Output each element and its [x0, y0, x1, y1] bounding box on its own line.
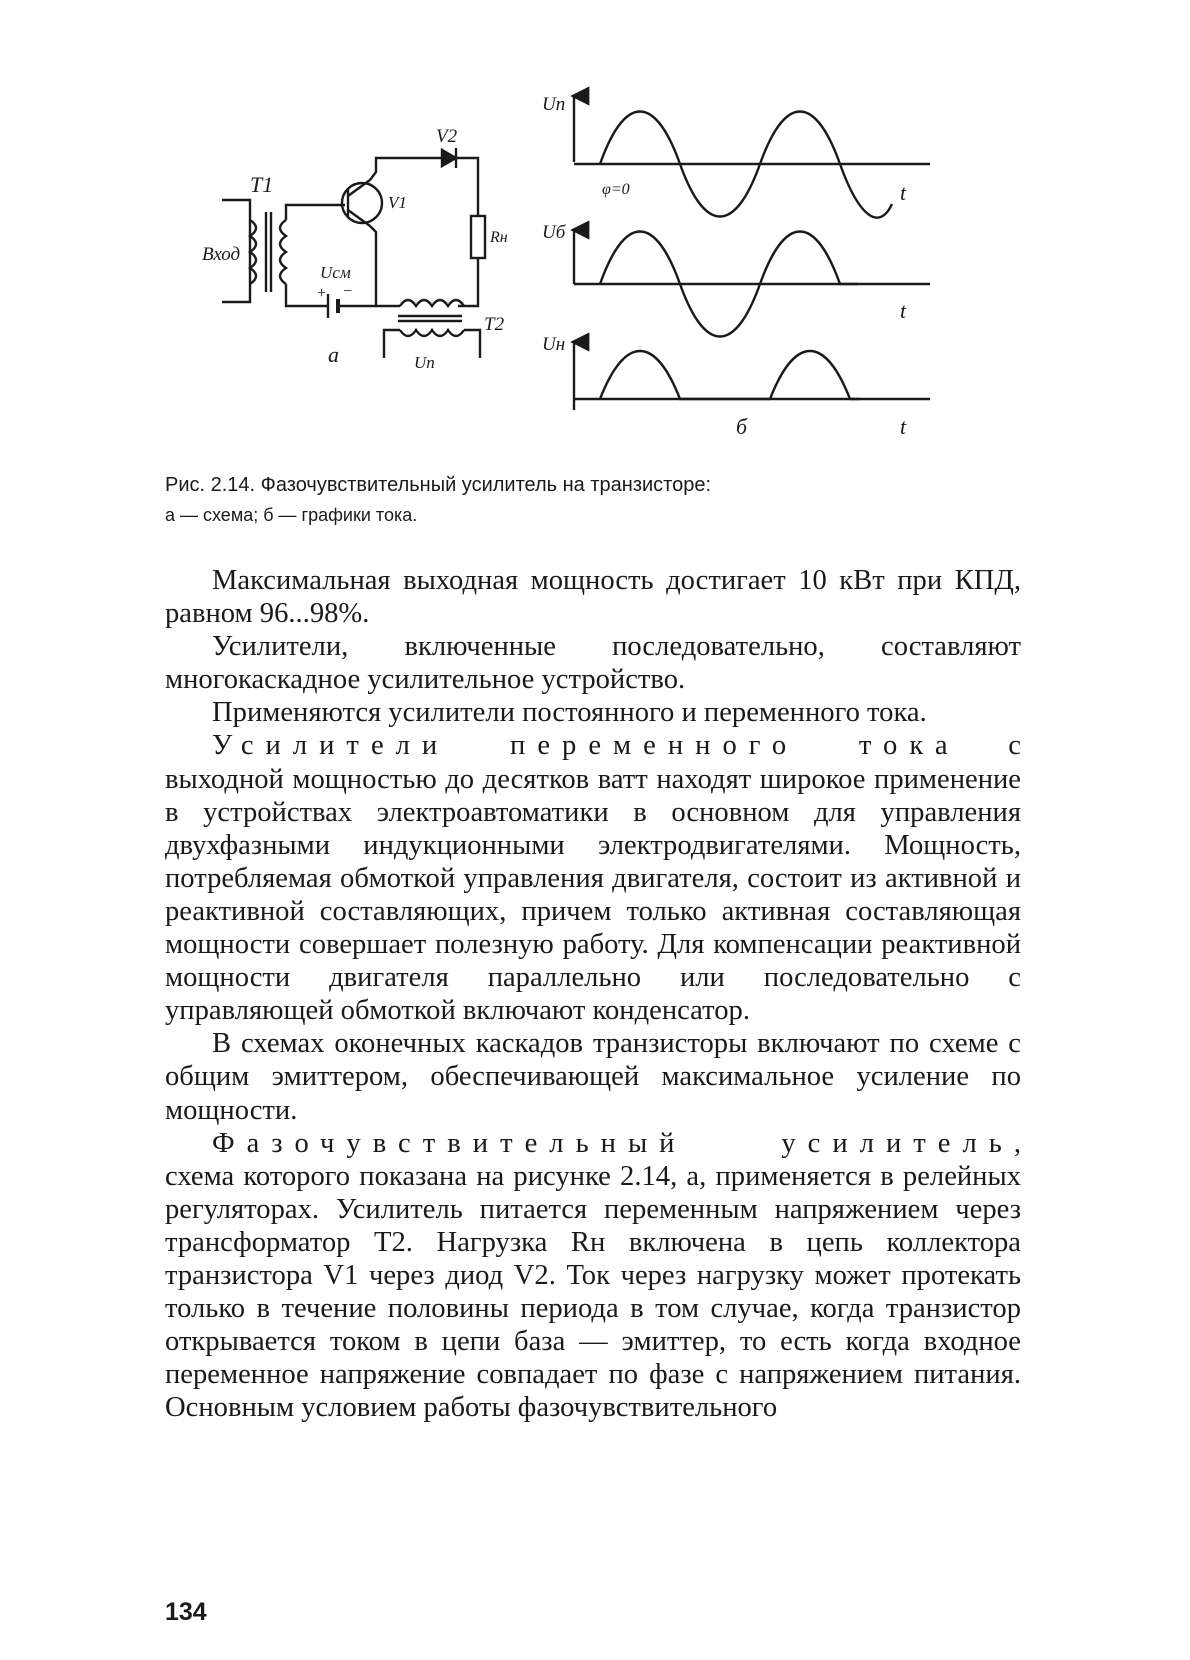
- rn-label: Rн: [490, 229, 508, 246]
- t2-lead-left: [384, 330, 400, 358]
- waveform-graphs: [542, 94, 930, 439]
- collector-wire: [370, 158, 442, 180]
- ucm-label: Uсм: [320, 263, 351, 282]
- ub-t-label: t: [900, 298, 907, 323]
- caption-line-2: а — схема; б — графики тока.: [165, 505, 418, 525]
- paragraph-6-text: , схема которого показана на рисунке 2.14, а, применяется в релейных регуляторах. Усилитель питается переменным напряжением через трансформатор Т2. Нагрузка Rн включена в цепь коллектора транзистора V1 через диод V2. Ток через нагрузку может протекать только в течение половины периода в том случае, когда транзистор открывается током в цепи база — эмиттер, то есть когда входное переменное напряжение совпадает по фазе с напряжением питания. Основным условием работы фазочувствительного: [165, 1127, 1021, 1424]
- term-phase-sensitive-amplifier: Фазочувствительный усилитель: [212, 1127, 1014, 1159]
- uh-axis-label: Uн: [542, 334, 566, 355]
- paragraph-5: В схемах оконечных каскадов транзисторы включают по схеме с общим эмиттером, обеспечивающей максимальное усиление по мощности.: [165, 1028, 1021, 1126]
- up-t-label: t: [900, 180, 907, 205]
- caption-line-1: Рис. 2.14. Фазочувствительный усилитель на транзисторе:: [165, 474, 712, 496]
- t2-winding-top: [400, 300, 464, 306]
- t2-lead-right: [464, 330, 480, 358]
- ub-axis-label: Uб: [542, 222, 566, 243]
- panel-b-label: б: [736, 414, 748, 439]
- v1-label: V1: [388, 193, 407, 212]
- figure-caption: [165, 470, 1025, 530]
- paragraph-6: [165, 1127, 1021, 1425]
- battery-minus-label: −: [342, 283, 353, 300]
- t2-label: T2: [484, 314, 505, 335]
- base-wire: [286, 205, 345, 220]
- un-label: Uп: [414, 353, 435, 372]
- paragraph-1: Максимальная выходная мощность достигает 10 кВт при КПД, равном 96...98%.: [165, 565, 1021, 630]
- t1-secondary-coil: [280, 220, 286, 284]
- paragraph-4-text: с выходной мощностью до десятков ватт находят широкое применение в устройствах электроавтоматики в основном для управления двухфазными индукционными электродвигателями. Мощность, потребляемая обмоткой управления двигателя, состоит из активной и реактивной составляющих, причем только активная составляющая мощности совершает полезную работу. Для компенсации реактивной мощности двигателя параллельно или последовательно с управляющей обмоткой включают конденсатор.: [165, 730, 1021, 1027]
- t1-label: T1: [250, 172, 274, 197]
- uh-t-label: t: [900, 414, 907, 439]
- t2-winding-bottom: [400, 330, 464, 336]
- diode-v2: [442, 150, 456, 166]
- circuit-schematic: [202, 126, 508, 372]
- uh-waveform: [600, 351, 860, 399]
- paragraph-2: Усилители, включенные последовательно, составляют многокаскадное усилительное устройство.: [165, 631, 1021, 696]
- v2-label: V2: [436, 126, 458, 147]
- page-number: 134: [165, 1598, 207, 1626]
- body-text: [165, 564, 1021, 1424]
- figure-svg: [200, 80, 1000, 480]
- emitter-wire: [370, 226, 376, 306]
- figure: [200, 80, 1000, 480]
- panel-a-label: а: [328, 342, 339, 367]
- paragraph-3: Применяются усилители постоянного и переменного тока.: [212, 697, 927, 729]
- term-ac-amplifiers: Усилители переменного тока: [212, 730, 960, 762]
- phi-label: φ=0: [602, 181, 630, 198]
- resistor-rn: [471, 216, 485, 258]
- input-label: Вход: [202, 244, 241, 265]
- load-return-wire: [458, 258, 478, 306]
- battery-plus-label: +: [316, 285, 327, 302]
- diode-to-load-wire: [456, 158, 478, 216]
- paragraph-4: [165, 729, 1021, 1027]
- up-axis-label: Uп: [542, 94, 566, 115]
